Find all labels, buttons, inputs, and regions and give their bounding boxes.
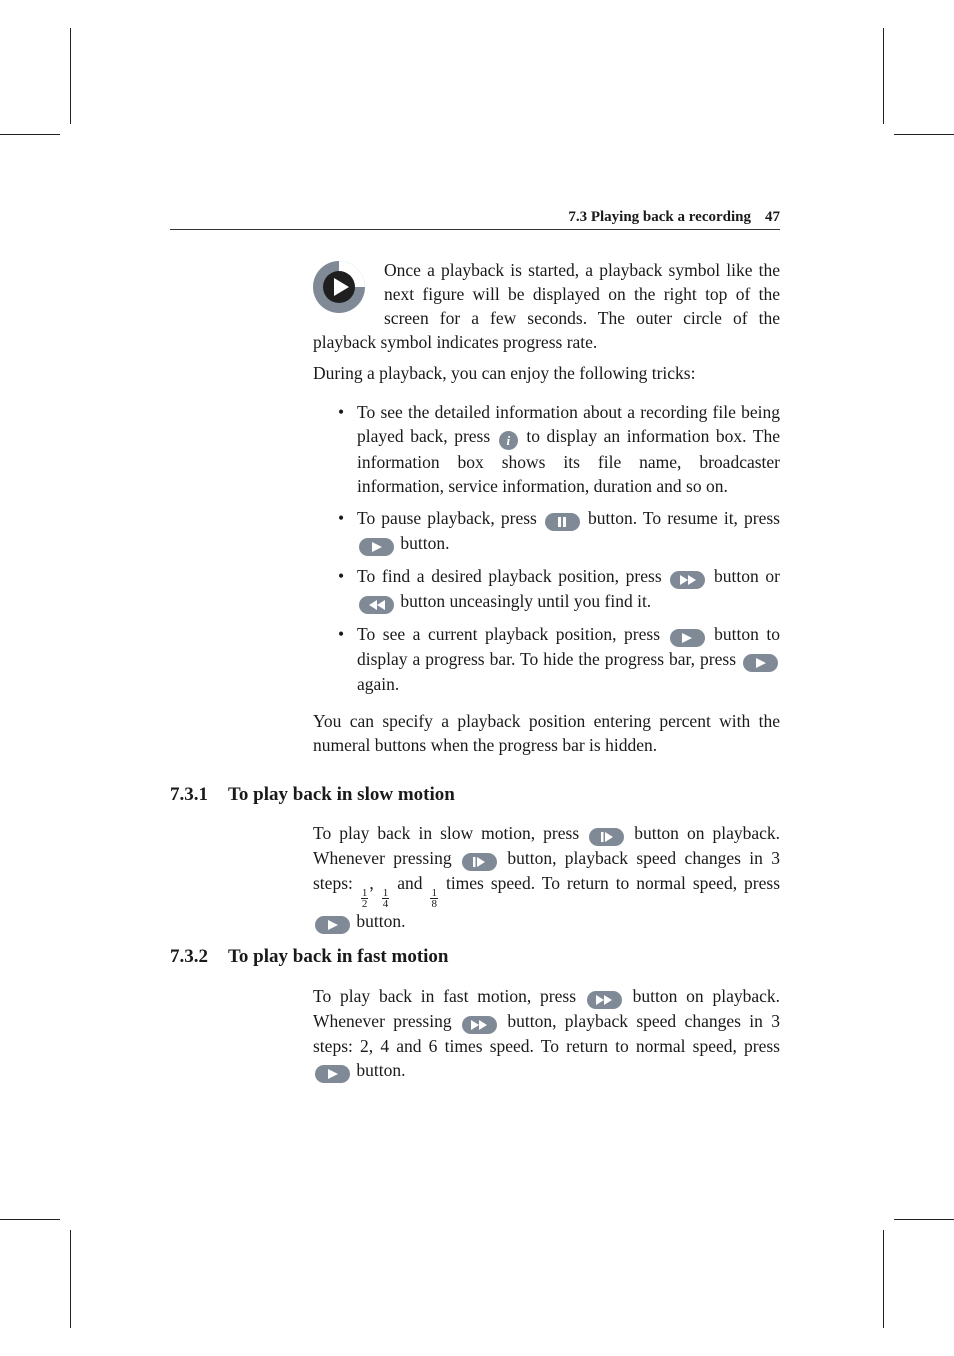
intro-paragraph <box>313 258 780 354</box>
fast-motion-paragraph: To play back in fast motion, press button on playback. Whenever pressing button, playback speed changes in 3 steps: 2, 4 and 6 times speed. To return to normal speed, press button. <box>313 984 780 1083</box>
slow-motion-icon <box>589 828 624 846</box>
section-number: 7.3.1 <box>170 784 208 805</box>
fraction: $\frac{1}{2}$ <box>361 887 368 910</box>
list-item: • To find a desired playback position, press button or button unceasingly until you find it. <box>357 564 780 614</box>
section-title: 7.3 Playing back a recording <box>568 209 751 225</box>
list-item: • To see the detailed information about a recording file being played back, press i to display an information box. The information box shows its file name, broadcaster information, service information, duration and so on. <box>357 400 780 498</box>
crop-mark <box>70 28 71 124</box>
play-icon <box>315 1065 350 1083</box>
slow-motion-icon <box>462 853 497 871</box>
slow-motion-paragraph: To play back in slow motion, press button on playback. Whenever pressing button, playback speed changes in 3 steps: $\frac{1}{2}$ , $\frac{1}{4}$ and $\frac{1}{8}$ times speed. To return to normal speed, press button. <box>313 821 780 934</box>
closing-paragraph: You can specify a playback position entering percent with the numeral buttons when the progress bar is hidden. <box>313 711 780 755</box>
section-heading-title: To play back in slow motion <box>228 784 455 805</box>
play-icon <box>315 916 350 934</box>
section-heading <box>170 783 455 807</box>
crop-mark <box>883 28 884 124</box>
rewind-icon <box>359 596 394 614</box>
crop-mark <box>70 1230 71 1328</box>
page-number: 47 <box>765 209 780 225</box>
fraction: $\frac{1}{4}$ <box>382 887 389 910</box>
running-head <box>170 205 780 230</box>
crop-mark <box>0 1219 60 1220</box>
info-icon: i <box>499 431 518 450</box>
fraction: $\frac{1}{8}$ <box>431 887 437 910</box>
list-item: • To pause playback, press button. To resume it, press button. <box>357 506 780 556</box>
play-icon <box>670 629 705 647</box>
play-icon <box>359 538 394 556</box>
lead-in: During a playback, you can enjoy the following tricks: <box>313 363 696 383</box>
pause-icon <box>545 513 580 531</box>
crop-mark <box>883 1230 884 1328</box>
fast-forward-icon <box>587 991 622 1009</box>
crop-mark <box>0 134 60 135</box>
section-heading-title: To play back in fast motion <box>228 946 449 967</box>
section-heading <box>170 945 449 969</box>
list-item: • To see a current playback position, press button to display a progress bar. To hide the progress bar, press again. <box>357 622 780 696</box>
fast-forward-icon <box>670 571 705 589</box>
intro-text: Once a playback is started, a playback symbol like the next figure will be displayed on the right top of the screen for a few seconds. The outer circle of the playback symbol indicates progress rate. <box>313 260 780 352</box>
crop-mark <box>894 134 954 135</box>
section-number: 7.3.2 <box>170 946 208 967</box>
play-icon <box>743 654 778 672</box>
fast-forward-icon <box>462 1016 497 1034</box>
crop-mark <box>894 1219 954 1220</box>
